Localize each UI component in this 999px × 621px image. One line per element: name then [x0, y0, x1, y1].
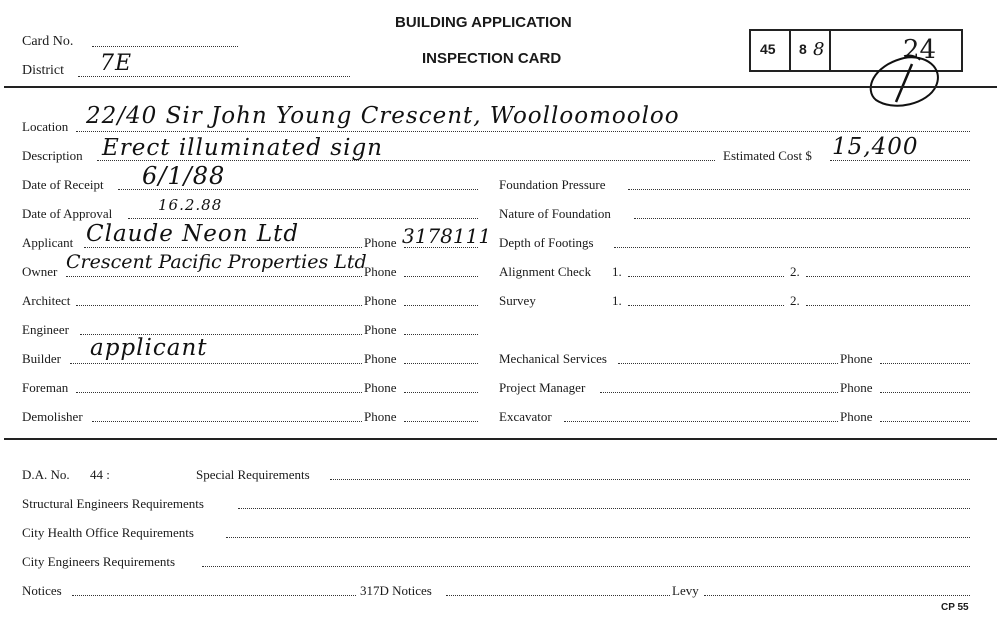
foundation-pressure-label: Foundation Pressure [499, 177, 606, 192]
applicant-phone-value: 3178111 [402, 224, 492, 248]
levy-label: Levy [672, 583, 699, 598]
notices-317d-line [446, 595, 670, 596]
builder-line [70, 363, 362, 364]
engineer-label: Engineer [22, 322, 69, 337]
foreman-phone-line [404, 392, 478, 393]
demolisher-phone-label: Phone [364, 409, 397, 424]
foreman-line [76, 392, 362, 393]
architect-line [76, 305, 362, 306]
form-title: BUILDING APPLICATION [395, 14, 572, 31]
applicant-line [84, 247, 362, 248]
box-number: 24 [903, 35, 937, 65]
architect-phone-line [404, 305, 478, 306]
description-value: Erect illuminated sign [102, 135, 383, 161]
structural-label: Structural Engineers Requirements [22, 496, 204, 511]
demolisher-phone-line [404, 421, 478, 422]
builder-label: Builder [22, 351, 61, 366]
date-approval-label: Date of Approval [22, 206, 113, 221]
top-rule [4, 86, 997, 88]
owner-phone-line [404, 276, 478, 277]
notices-317d-label: 317D Notices [360, 583, 432, 598]
alignment-check-label: Alignment Check [499, 264, 592, 279]
form-subtitle: INSPECTION CARD [422, 50, 562, 67]
alignment-num-1: 1. [612, 264, 622, 279]
date-receipt-label: Date of Receipt [22, 177, 104, 192]
survey-label: Survey [499, 293, 536, 308]
estimated-cost-label: Estimated Cost $ [723, 148, 812, 163]
project-manager-line [600, 392, 838, 393]
engineer-phone-label: Phone [364, 322, 397, 337]
engineer-phone-line [404, 334, 478, 335]
excavator-label: Excavator [499, 409, 552, 424]
structural-line [238, 508, 970, 509]
nature-foundation-label: Nature of Foundation [499, 206, 611, 221]
owner-label: Owner [22, 264, 58, 279]
owner-value: Crescent Pacific Properties Ltd [66, 251, 367, 273]
notices-label: Notices [22, 583, 62, 598]
special-requirements-label: Special Requirements [196, 467, 310, 482]
alignment-line-1 [628, 276, 784, 277]
builder-phone-line [404, 363, 478, 364]
alignment-num-2: 2. [790, 264, 800, 279]
special-requirements-line [330, 479, 970, 480]
date-receipt-value: 6/1/88 [142, 162, 226, 190]
foreman-phone-label: Phone [364, 380, 397, 395]
applicant-phone-label: Phone [364, 235, 397, 250]
applicant-label: Applicant [22, 235, 74, 250]
health-label: City Health Office Requirements [22, 525, 194, 540]
city-engineers-label: City Engineers Requirements [22, 554, 176, 569]
da-value: 44 : [90, 467, 110, 482]
card-no-label: Card No. [22, 34, 74, 49]
date-approval-value: 16.2.88 [158, 196, 223, 214]
foreman-label: Foreman [22, 380, 69, 395]
excavator-line [564, 421, 838, 422]
applicant-value: Claude Neon Ltd [86, 221, 300, 247]
box-cell-2-hand: 8 [813, 39, 826, 60]
estimated-cost-line [830, 160, 970, 161]
survey-line-1 [628, 305, 784, 306]
district-line [78, 76, 350, 77]
da-label: D.A. No. [22, 467, 70, 482]
district-value: 7E [100, 51, 133, 76]
card-no-line [92, 46, 238, 47]
depth-footings-line [614, 247, 970, 248]
form-code: CP 55 [941, 602, 969, 613]
mechanical-line [618, 363, 838, 364]
project-manager-label: Project Manager [499, 380, 586, 395]
alignment-line-2 [806, 276, 970, 277]
demolisher-label: Demolisher [22, 409, 83, 424]
demolisher-line [92, 421, 362, 422]
architect-label: Architect [22, 293, 71, 308]
notices-line [72, 595, 356, 596]
box-cell-2: 8 [799, 41, 807, 57]
depth-footings-label: Depth of Footings [499, 235, 594, 250]
builder-phone-label: Phone [364, 351, 397, 366]
levy-line [704, 595, 970, 596]
health-line [226, 537, 970, 538]
mechanical-phone-label: Phone [840, 351, 873, 366]
foundation-pressure-line [628, 189, 970, 190]
location-label: Location [22, 119, 69, 134]
date-approval-line [128, 218, 478, 219]
architect-phone-label: Phone [364, 293, 397, 308]
owner-phone-label: Phone [364, 264, 397, 279]
survey-num-2: 2. [790, 293, 800, 308]
middle-rule [4, 438, 997, 440]
project-manager-phone-label: Phone [840, 380, 873, 395]
mechanical-label: Mechanical Services [499, 351, 607, 366]
survey-line-2 [806, 305, 970, 306]
box-cell-1: 45 [760, 41, 776, 57]
mechanical-phone-line [880, 363, 970, 364]
project-manager-phone-line [880, 392, 970, 393]
survey-num-1: 1. [612, 293, 622, 308]
excavator-phone-label: Phone [840, 409, 873, 424]
city-engineers-line [202, 566, 970, 567]
estimated-cost-value: 15,400 [832, 134, 919, 160]
nature-foundation-line [634, 218, 970, 219]
builder-value: applicant [90, 335, 208, 361]
description-label: Description [22, 148, 83, 163]
location-line [76, 131, 970, 132]
owner-line [66, 276, 362, 277]
district-label: District [22, 63, 64, 78]
excavator-phone-line [880, 421, 970, 422]
location-value: 22/40 Sir John Young Crescent, Woolloomooloo [86, 103, 680, 129]
circled-mark-icon [864, 52, 946, 114]
